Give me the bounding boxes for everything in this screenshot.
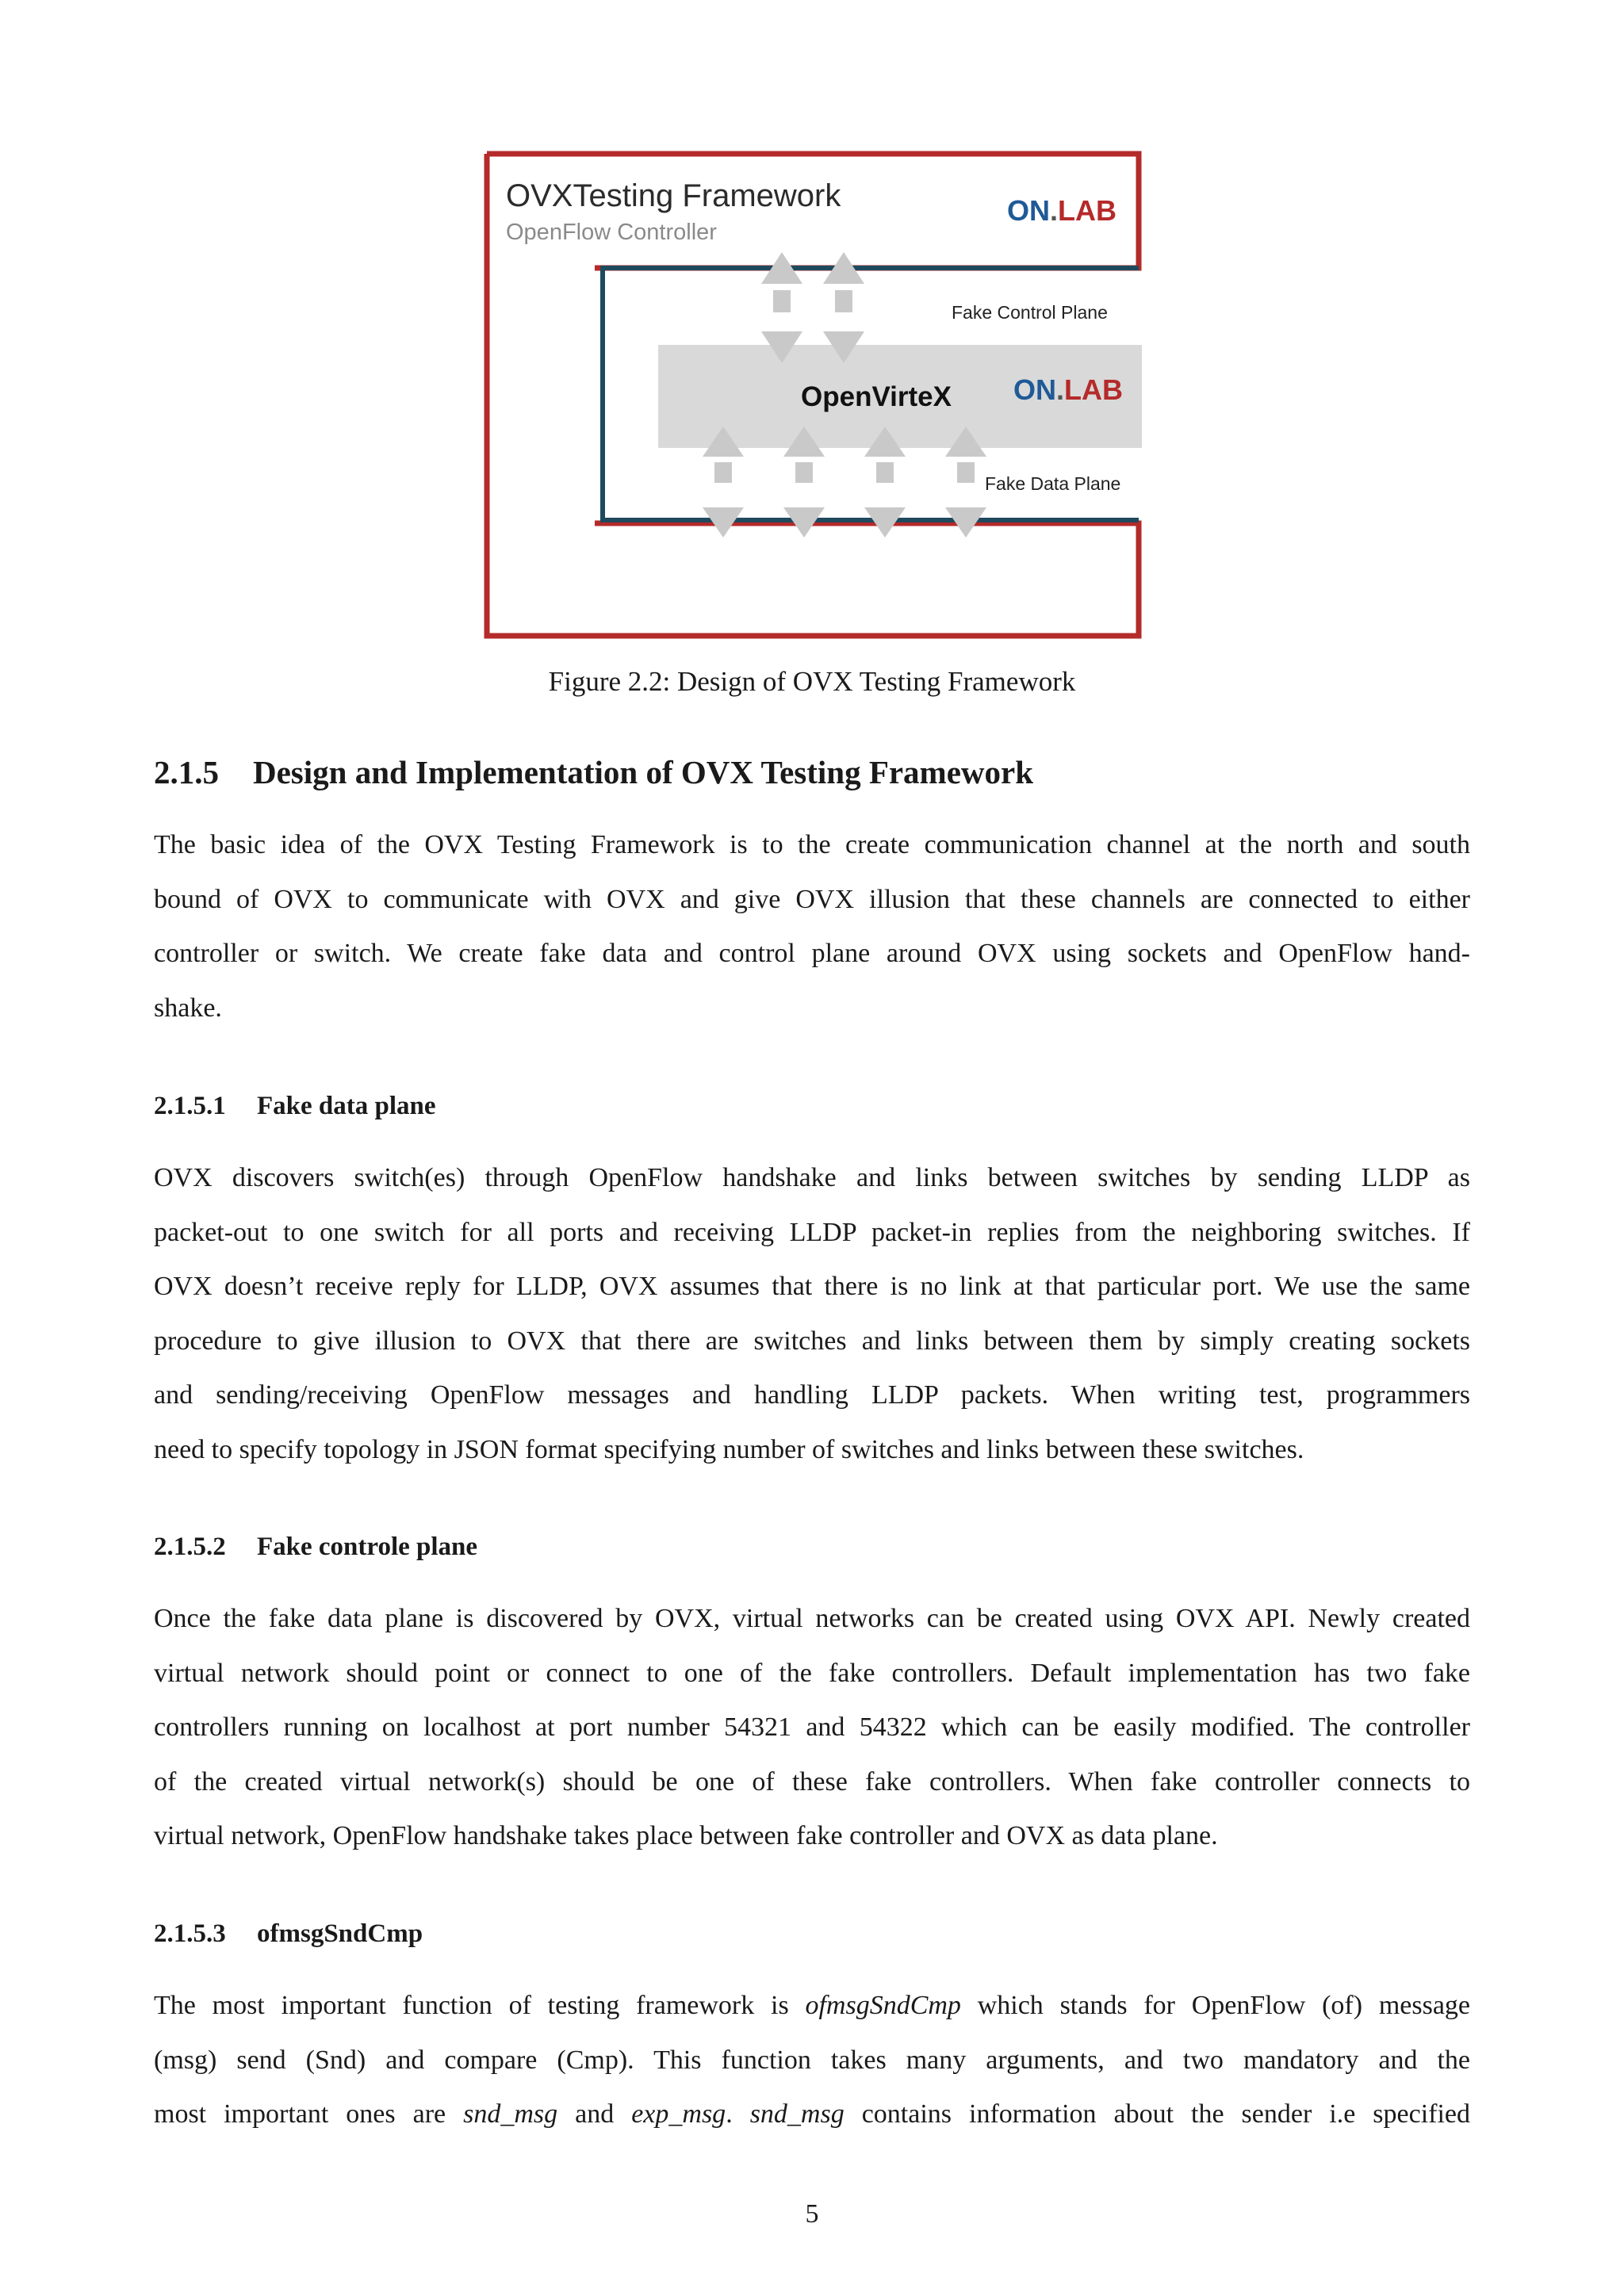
- paragraph-line: most important ones are snd_msg and exp_msg. snd_msg contains information about the sender i.e specified: [154, 2099, 1471, 2129]
- section-number: 2.1.5: [154, 754, 219, 790]
- framework-diagram: [484, 151, 1142, 642]
- ovx-label: OpenVirteX: [801, 381, 952, 412]
- subsection-number: 2.1.5.1: [154, 1092, 226, 1120]
- figure-ovx-testing-framework: [484, 151, 1142, 642]
- fake-control-plane-paragraph: [154, 1592, 1470, 1864]
- fake-data-plane-label: Fake Data Plane: [985, 473, 1121, 494]
- figure-title: OVXTesting Framework: [506, 178, 841, 213]
- subsection-heading-ofmsgsndcmp: [154, 1915, 423, 1952]
- figure-caption: Figure 2.2: Design of OVX Testing Framework: [548, 666, 1076, 697]
- section-heading: [154, 750, 1033, 794]
- paragraph-line: controllers running on localhost at port number 54321 and 54322 which can be easily modified. The controller: [154, 1712, 1470, 1742]
- intro-paragraph: [154, 818, 1470, 1035]
- ofmsgsndcmp-paragraph: [154, 1979, 1470, 2142]
- section-title: Design and Implementation of OVX Testing Framework: [253, 754, 1034, 790]
- paragraph-line: packet-out to one switch for all ports and receiving LLDP packet-in replies from the neighboring switches. If: [154, 1217, 1470, 1247]
- argument-name: snd_msg: [749, 2099, 845, 2129]
- subsection-heading-fake-control-plane: [154, 1529, 477, 1565]
- fake-data-plane-paragraph: [154, 1151, 1470, 1477]
- paragraph-line: virtual network, OpenFlow handshake takes place between fake controller and OVX as data plane.: [154, 1821, 1218, 1850]
- paragraph-line: of the created virtual network(s) should be one of these fake controllers. When fake controller connects to: [154, 1766, 1470, 1797]
- subsection-title: Fake data plane: [257, 1092, 436, 1120]
- onlab-logo-mid: ON.LAB: [1013, 373, 1124, 406]
- paragraph-line: controller or switch. We create fake data and control plane around OVX using sockets and OpenFlow hand-: [154, 939, 1470, 968]
- page-number: 5: [805, 2199, 819, 2229]
- fake-control-plane-label: Fake Control Plane: [952, 302, 1108, 323]
- subsection-number: 2.1.5.3: [154, 1919, 226, 1948]
- subsection-heading-fake-data-plane: [154, 1088, 436, 1124]
- argument-name: snd_msg: [463, 2099, 558, 2129]
- subsection-title: Fake controle plane: [257, 1533, 478, 1561]
- subsection-number: 2.1.5.2: [154, 1533, 226, 1561]
- paragraph-line: OVX discovers switch(es) through OpenFlow handshake and links between switches by sending LLDP as: [154, 1163, 1470, 1192]
- paragraph-line: (msg) send (Snd) and compare (Cmp). This function takes many arguments, and two mandatory and the: [154, 2045, 1470, 2075]
- paragraph-line: procedure to give illusion to OVX that there are switches and links between them by simply creating sockets: [154, 1326, 1470, 1356]
- subsection-title: ofmsgSndCmp: [257, 1919, 423, 1948]
- argument-name: exp_msg: [631, 2099, 726, 2129]
- paragraph-line: OVX doesn’t receive reply for LLDP, OVX assumes that there is no link at that particular port. We use the same: [154, 1272, 1470, 1301]
- paragraph-line: Once the fake data plane is discovered by OVX, virtual networks can be created using OVX API. Newly created: [154, 1604, 1470, 1633]
- paragraph-line: shake.: [154, 993, 222, 1023]
- paragraph-line: and sending/receiving OpenFlow messages and handling LLDP packets. When writing test, programmers: [154, 1380, 1470, 1410]
- paragraph-line: need to specify topology in JSON format specifying number of switches and links between these switches.: [154, 1434, 1304, 1464]
- paragraph-line: The most important function of testing framework is ofmsgSndCmp which stands for OpenFlow (of) message: [154, 1991, 1471, 2020]
- figure-subtitle: OpenFlow Controller: [506, 220, 717, 245]
- paragraph-line: The basic idea of the OVX Testing Framework is to the create communication channel at the north and south: [154, 830, 1470, 859]
- onlab-logo-top: ON.LAB: [1007, 194, 1117, 227]
- paragraph-line: bound of OVX to communicate with OVX and give OVX illusion that these channels are connected to either: [154, 884, 1470, 914]
- paragraph-line: virtual network should point or connect to one of the fake controllers. Default implementation has two fake: [154, 1658, 1470, 1688]
- function-name: ofmsgSndCmp: [805, 1991, 961, 2020]
